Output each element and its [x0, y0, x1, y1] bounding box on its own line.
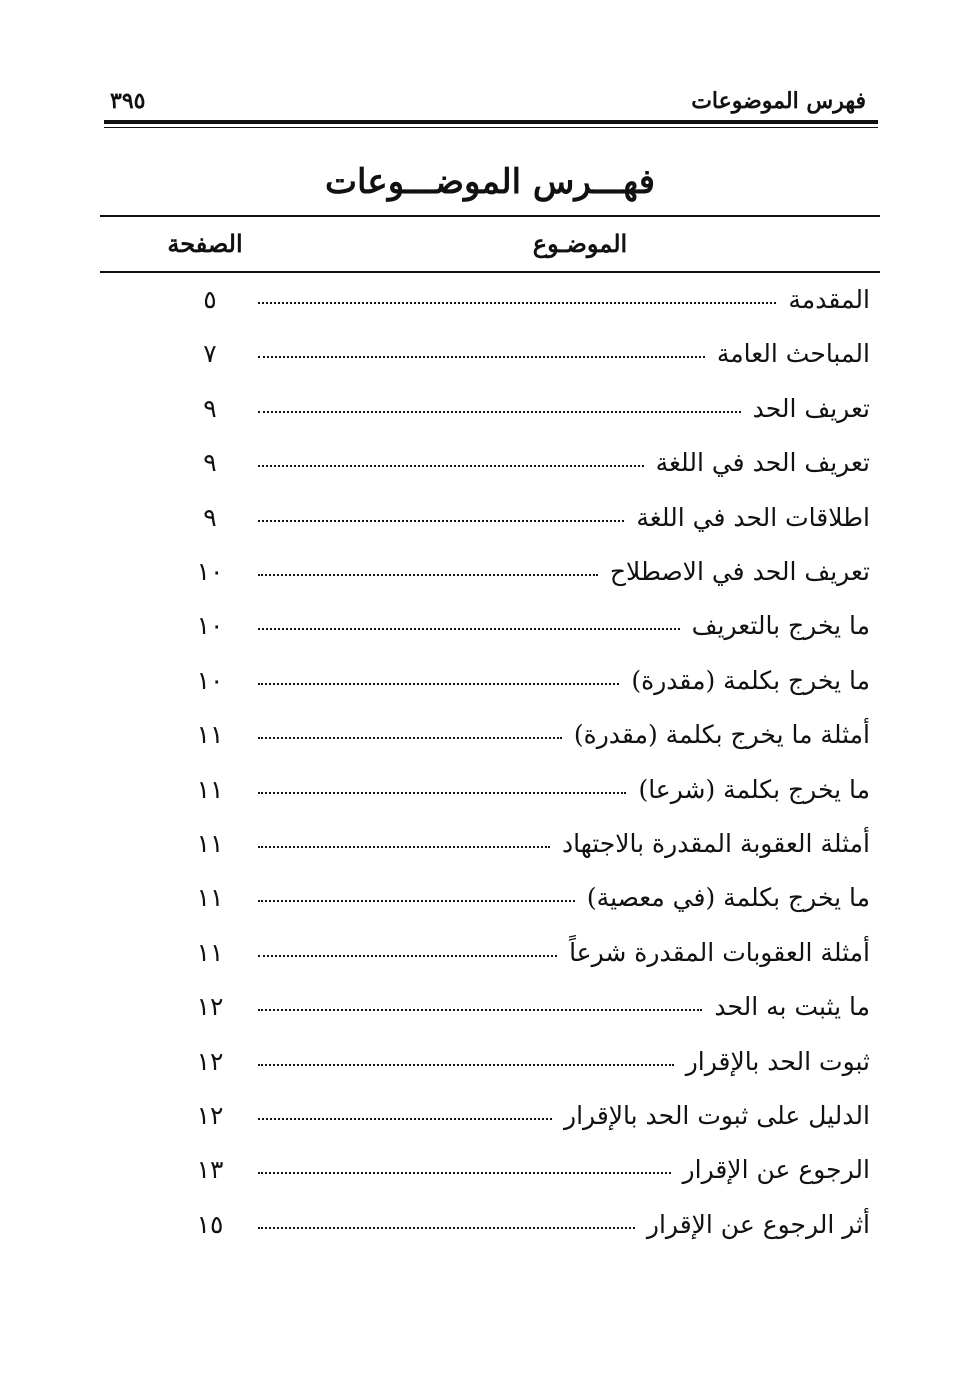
dot-leader [258, 356, 705, 358]
toc-entry-topic: اطلاقات الحد في اللغة [636, 502, 870, 532]
dot-leader [258, 465, 644, 467]
toc-entry-page: ١٢ [196, 1046, 224, 1076]
toc-entry-page: ١٢ [196, 992, 224, 1022]
toc-entry-page: ١١ [196, 883, 224, 913]
toc-entry [150, 661, 870, 701]
toc-entry-page: ١٠ [196, 557, 224, 586]
toc-entry-topic: ما يخرج بالتعريف [691, 611, 870, 641]
toc-entry-topic: الرجوع عن الإقرار [682, 1155, 870, 1185]
toc-entry-topic: المقدمة [788, 285, 870, 314]
dot-leader [258, 792, 626, 794]
dot-leader [258, 1064, 674, 1066]
toc-entry [150, 878, 870, 918]
toc-entry [150, 498, 870, 538]
toc-entry-page: ٩ [203, 502, 217, 532]
toc-entry-page: ٩ [203, 448, 217, 478]
toc-entry-page: ١١ [196, 829, 224, 858]
toc-entry-topic: ثبوت الحد بالإقرار [685, 1046, 870, 1076]
toc-entry [150, 1042, 870, 1082]
toc-entry-page: ١٣ [196, 1155, 224, 1185]
toc-entry [150, 552, 870, 592]
dot-leader [258, 900, 575, 902]
toc-entry-page: ١٥ [196, 1209, 224, 1239]
dot-leader [258, 683, 619, 685]
toc-entry [150, 334, 870, 374]
toc-entry [150, 443, 870, 483]
toc-entry-topic: المباحث العامة [716, 339, 870, 369]
toc-entry [150, 933, 870, 973]
toc-entry-topic: أمثلة العقوبات المقدرة شرعاً [569, 937, 870, 967]
dot-leader [258, 1227, 635, 1229]
running-title: فهرس الموضوعات [691, 88, 866, 114]
dot-leader [258, 737, 562, 739]
page-number: ٣٩٥ [110, 88, 146, 114]
toc-entry-topic: تعريف الحد في اللغة [655, 448, 870, 478]
toc-entry [150, 280, 870, 320]
toc-entry-page: ٥ [203, 285, 217, 314]
column-header-page: الصفحة [167, 229, 243, 258]
page-title: فهـــرس الموضـــوعات [325, 162, 655, 202]
toc-entry-topic: تعريف الحد في الاصطلاح [609, 557, 870, 586]
toc-entry [150, 1150, 870, 1190]
toc-entry [150, 770, 870, 810]
dot-leader [258, 1172, 671, 1174]
toc-entry-page: ١٢ [196, 1101, 224, 1130]
toc-entry [150, 1096, 870, 1136]
dot-leader [258, 955, 557, 957]
toc-entry [150, 1205, 870, 1245]
toc-entry-page: ١١ [196, 774, 224, 804]
toc-entry-page: ١١ [196, 937, 224, 967]
column-header-topic: الموضـوع [532, 229, 628, 258]
toc-entry-topic: الدليل على ثبوت الحد بالإقرار [564, 1101, 870, 1130]
toc-entry-topic: أمثلة ما يخرج بكلمة (مقدرة) [573, 720, 870, 750]
toc-entry [150, 606, 870, 646]
toc-entry-topic: أثر الرجوع عن الإقرار [646, 1209, 870, 1239]
toc-entry [150, 987, 870, 1027]
toc-entry-page: ١١ [196, 720, 224, 750]
toc-entry-page: ١٠ [196, 665, 224, 695]
toc-entry-topic: ما يخرج بكلمة (في معصية) [586, 883, 870, 913]
dot-leader [258, 411, 741, 413]
toc-entry-page: ٧ [203, 339, 217, 369]
toc-entry [150, 824, 870, 864]
toc-entry-topic: أمثلة العقوبة المقدرة بالاجتهاد [561, 829, 870, 858]
toc-entry-page: ٩ [203, 393, 217, 423]
dot-leader [258, 1009, 702, 1011]
toc-entry-topic: تعريف الحد [752, 393, 870, 423]
dot-leader [258, 1118, 552, 1120]
toc-entry-topic: ما يخرج بكلمة (مقدرة) [631, 665, 870, 695]
toc-entry [150, 389, 870, 429]
dot-leader [258, 574, 598, 576]
toc-entry-topic: ما يثبت به الحد [714, 992, 870, 1022]
dot-leader [258, 628, 680, 630]
dot-leader [258, 846, 550, 848]
toc-entry-topic: ما يخرج بكلمة (شرعا) [638, 774, 870, 804]
dot-leader [258, 520, 624, 522]
toc-entry [150, 715, 870, 755]
dot-leader [258, 302, 776, 304]
toc-entry-page: ١٠ [196, 611, 224, 641]
